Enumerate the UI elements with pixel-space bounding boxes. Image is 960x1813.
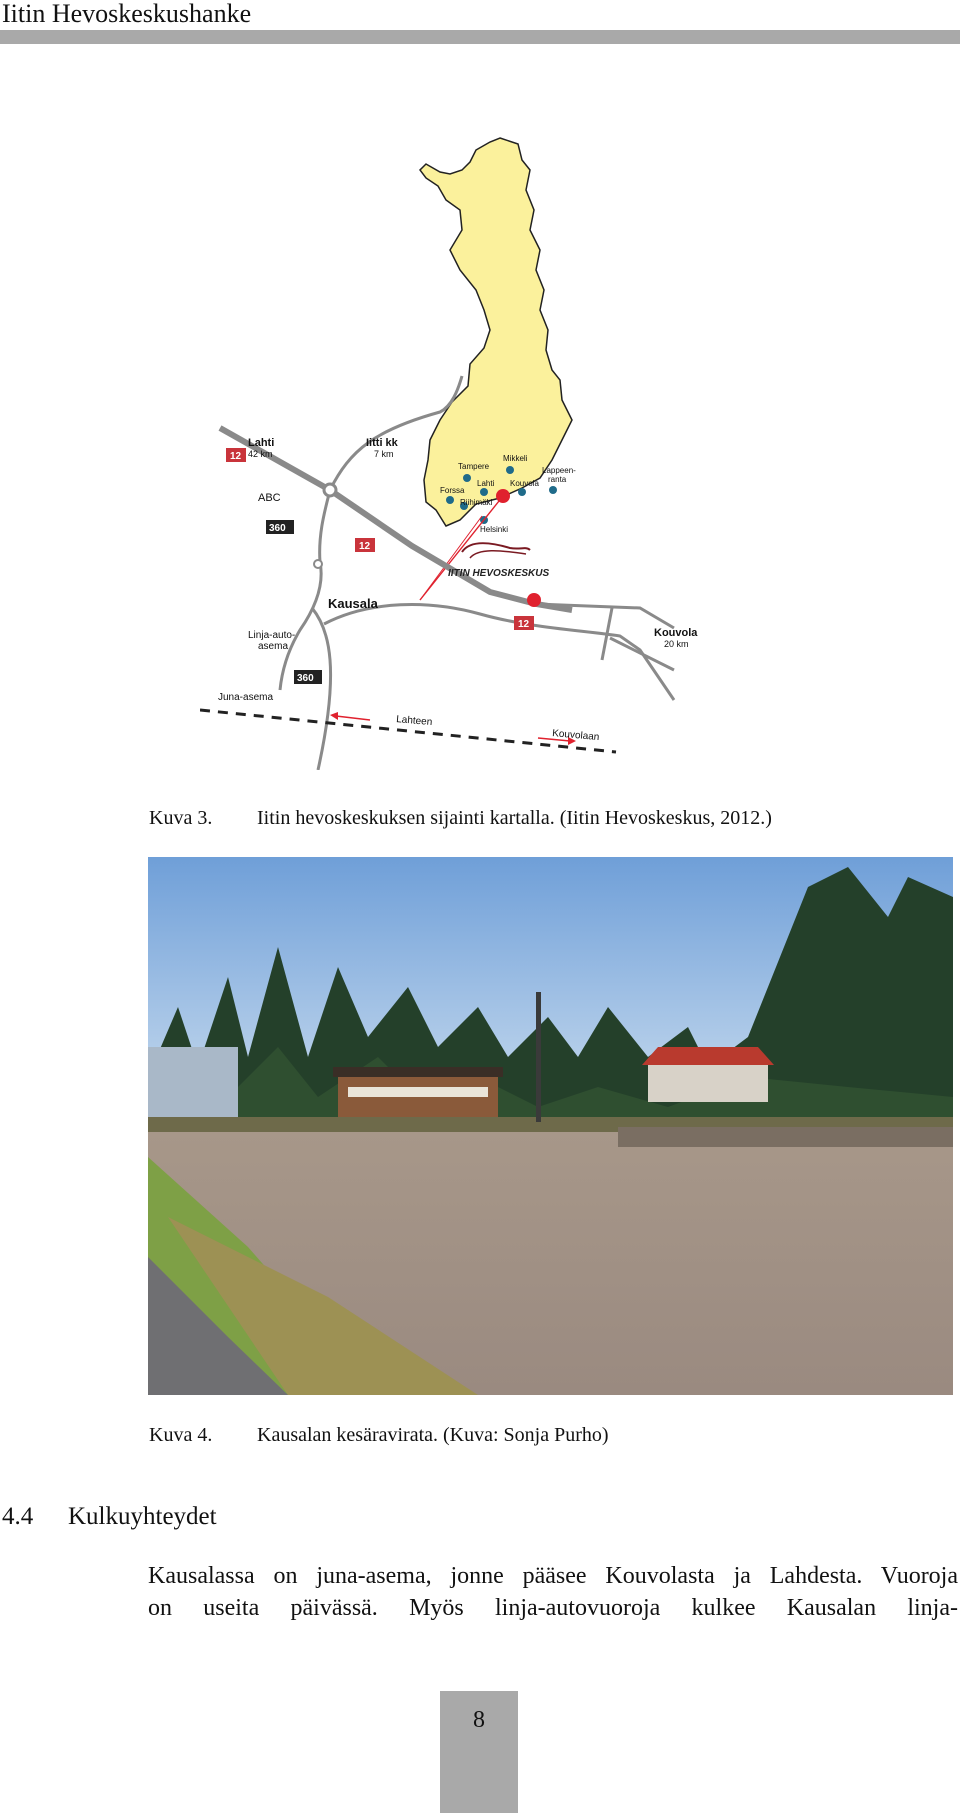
grandstand-windows bbox=[348, 1087, 488, 1097]
label-kouvola-dist: 20 km bbox=[664, 639, 689, 649]
figure-3-number: Kuva 3. bbox=[149, 807, 213, 829]
section-number: 4.4 bbox=[2, 1503, 34, 1530]
label-iitti: Iitti kk bbox=[366, 437, 398, 449]
arrow-lahteen bbox=[336, 716, 370, 720]
city-label-forssa: Forssa bbox=[440, 486, 465, 495]
city-label-riihimaki: Riihimäki bbox=[460, 498, 493, 507]
label-kouvola: Kouvola bbox=[654, 627, 698, 639]
city-dot-mikkeli bbox=[506, 466, 514, 474]
red-roof-house-roof bbox=[642, 1047, 774, 1065]
grandstand-roof bbox=[333, 1067, 503, 1077]
figure-3-caption bbox=[149, 806, 772, 830]
page-number: 8 bbox=[473, 1707, 485, 1733]
page-number-box bbox=[440, 1691, 518, 1813]
city-dot-lahti bbox=[480, 488, 488, 496]
road-sign-360-b-label: 360 bbox=[297, 673, 314, 684]
label-juna: Juna-asema bbox=[218, 692, 274, 703]
section-heading bbox=[2, 1502, 217, 1532]
city-label-mikkeli: Mikkeli bbox=[503, 454, 528, 463]
road-sign-12-b-label: 12 bbox=[359, 541, 371, 552]
red-roof-house-wall bbox=[648, 1062, 768, 1102]
road-sign-12-a-label: 12 bbox=[230, 451, 242, 462]
city-label-helsinki: Helsinki bbox=[480, 525, 509, 534]
figure-4-text: Kausalan kesäravirata. (Kuva: Sonja Purho) bbox=[257, 1424, 609, 1446]
racetrack-photo bbox=[148, 857, 953, 1395]
city-label-ranta: ranta bbox=[548, 475, 567, 484]
abc-junction bbox=[324, 484, 336, 496]
road-sign-12-c-label: 12 bbox=[518, 619, 530, 630]
label-lahti-dist: 42 km bbox=[248, 449, 273, 459]
city-dot-forssa bbox=[446, 496, 454, 504]
figure-3-text: Iitin hevoskeskuksen sijainti kartalla. (Iitin Hevoskeskus, 2012.) bbox=[257, 807, 772, 829]
section-title: Kulkuyhteydet bbox=[68, 1503, 217, 1530]
label-iitti-dist: 7 km bbox=[374, 449, 394, 459]
body-line-1: Kausalassa on juna-asema, jonne pääsee Kouvolasta ja Lahdesta. Vuoroja bbox=[148, 1563, 958, 1589]
label-kausala: Kausala bbox=[328, 596, 378, 611]
city-label-kouvola: Kouvola bbox=[510, 479, 539, 488]
city-label-lappeen: Lappeen- bbox=[542, 466, 576, 475]
label-linja-2: asema bbox=[258, 641, 289, 652]
label-abc: ABC bbox=[258, 492, 281, 504]
grandstand bbox=[338, 1075, 498, 1123]
fence bbox=[618, 1127, 953, 1147]
city-label-tampere: Tampere bbox=[458, 462, 490, 471]
figure-4-number: Kuva 4. bbox=[149, 1424, 213, 1446]
body-paragraph bbox=[148, 1560, 958, 1624]
left-building bbox=[148, 1047, 238, 1117]
header-rule bbox=[0, 30, 960, 44]
road-local bbox=[324, 605, 674, 700]
label-linja-1: Linja-auto- bbox=[248, 630, 296, 641]
label-lahteen: Lahteen bbox=[395, 714, 433, 729]
hevoskeskus-logo-text: IITIN HEVOSKESKUS bbox=[448, 568, 550, 579]
city-dot-lappeenranta bbox=[549, 486, 557, 494]
city-label-lahti: Lahti bbox=[477, 479, 495, 488]
road-360-south bbox=[312, 608, 331, 770]
hevoskeskus-dot bbox=[527, 593, 541, 607]
city-dot-kouvola bbox=[518, 488, 526, 496]
horse-logo-2 bbox=[470, 551, 526, 558]
road-sign-360-a-label: 360 bbox=[269, 523, 286, 534]
location-map bbox=[200, 130, 720, 770]
body-line-2: on useita päivässä. Myös linja-autovuoroja kulkee Kausalan linja- bbox=[148, 1595, 958, 1621]
city-dot-tampere bbox=[463, 474, 471, 482]
label-kouvolaan: Kouvolaan bbox=[551, 728, 600, 744]
label-lahti: Lahti bbox=[248, 437, 275, 449]
figure-4-caption bbox=[149, 1423, 609, 1447]
running-header-title: Iitin Hevoskeskushanke bbox=[2, 0, 252, 28]
arrow-lahteen-head bbox=[330, 712, 338, 720]
roundabout bbox=[314, 560, 322, 568]
light-pole bbox=[536, 992, 541, 1122]
